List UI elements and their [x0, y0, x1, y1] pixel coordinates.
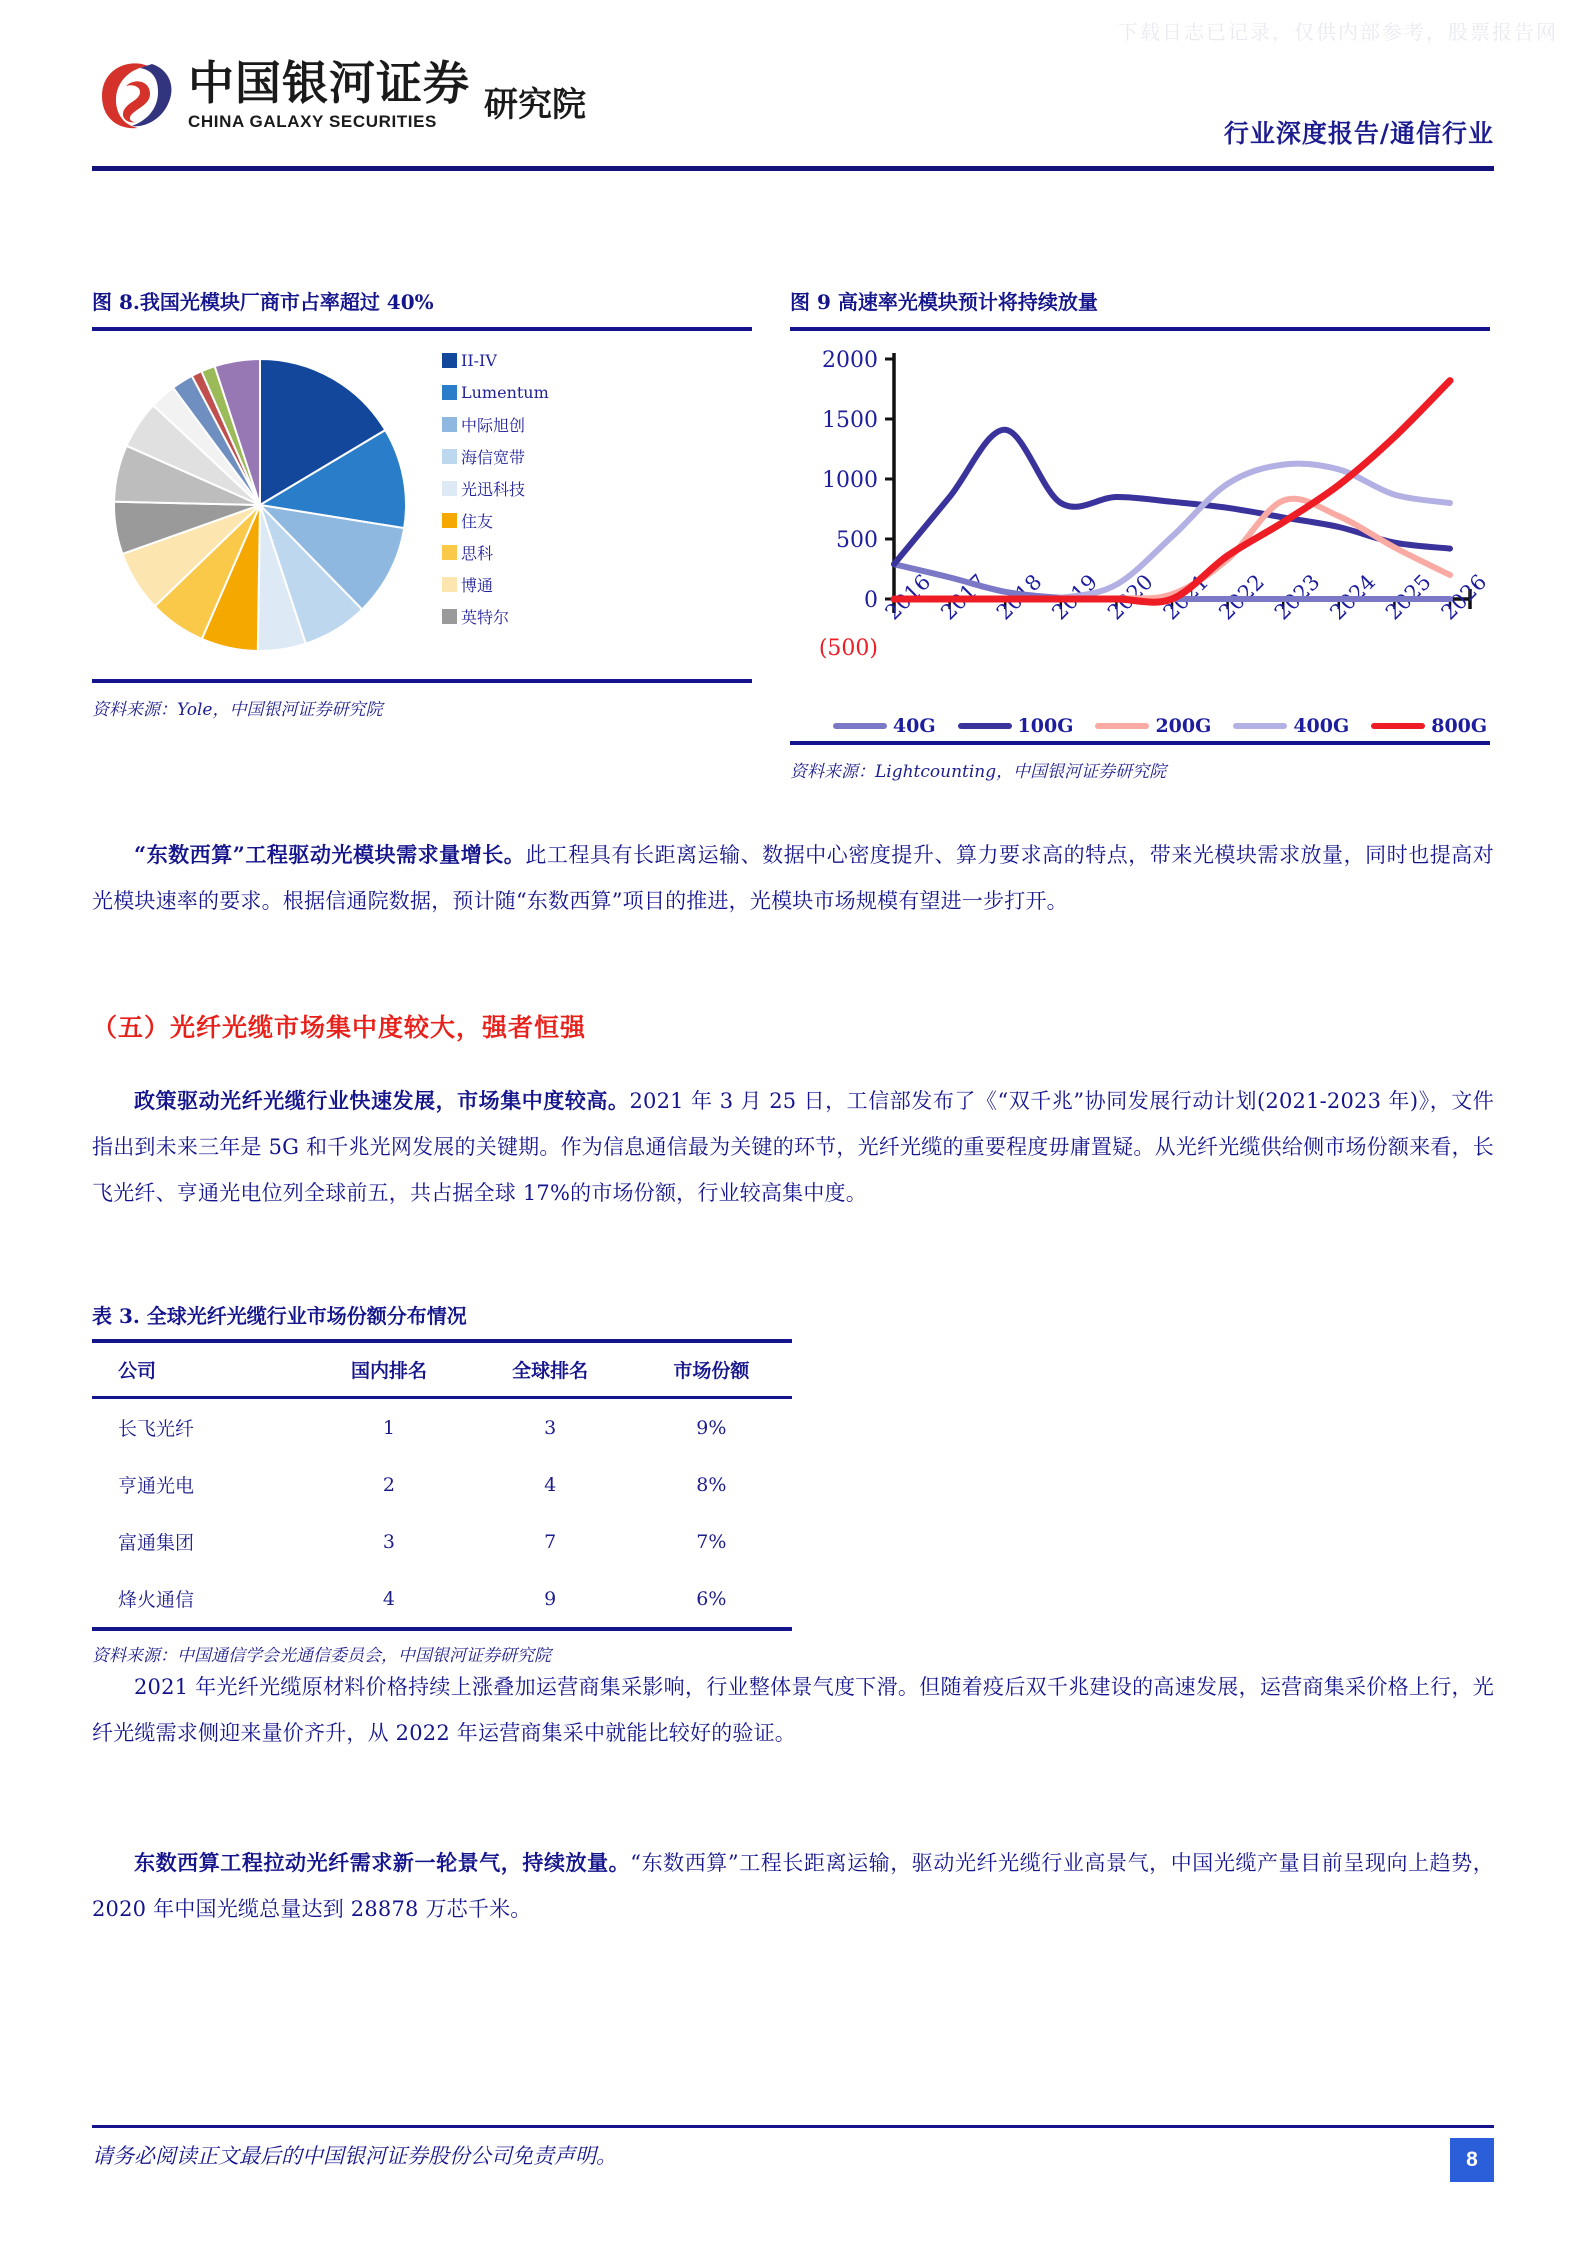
x-axis-tick-label: 2026 — [1436, 569, 1490, 625]
line-legend-item — [1233, 715, 1349, 737]
pie-legend-item — [442, 445, 549, 467]
x-axis-tick-label: 2021 — [1158, 569, 1214, 625]
table-body — [92, 1398, 792, 1628]
page-header — [92, 46, 1494, 166]
y-axis-tick-label: 2000 — [822, 348, 878, 373]
x-axis-tick-label: 2017 — [936, 569, 991, 625]
figure-9-bottom-rule — [790, 741, 1490, 745]
legend-swatch-icon — [442, 481, 457, 496]
table-cell: 长飞光纤 — [118, 1418, 195, 1440]
legend-swatch-icon — [442, 513, 457, 528]
table-row — [92, 1513, 792, 1570]
figure-9-title: 图 9 高速率光模块预计将持续放量 — [790, 290, 1098, 314]
pie-chart-area — [92, 349, 752, 679]
paragraph-2 — [92, 1078, 1494, 1216]
legend-line-icon — [1095, 723, 1149, 729]
line-legend-label: 40G — [892, 715, 936, 737]
line-series-800G — [894, 381, 1450, 603]
line-chart-area — [790, 341, 1490, 741]
column-header-company: 公司 — [92, 1341, 308, 1398]
pie-legend-item — [442, 477, 549, 499]
pie-legend-label: Lumentum — [461, 382, 549, 402]
paragraph-1 — [92, 832, 1494, 924]
legend-line-icon — [1233, 723, 1287, 729]
table-cell: 3 — [544, 1416, 557, 1439]
paragraph-2-body: 2021 年 3 月 25 日，工信部发布了《“双千兆”协同发展行动计划(2021-2023 年)》，文件指出到未来三年是 5G 和千兆光网发展的关键期。作为信息通信最为关键的环节，光纤光缆的重要程度毋庸置疑。从光纤光缆供给侧市场份额来看，长飞光纤、亨通光电位列全球前五，共占据全球 17%的市场份额，行业较高集中度。 — [92, 1089, 1494, 1205]
page-number-badge: 8 — [1450, 2138, 1494, 2182]
line-chart — [790, 341, 1490, 691]
column-header-market-share: 市场份额 — [631, 1341, 792, 1398]
pie-legend-item — [442, 381, 549, 403]
table-cell: 4 — [382, 1587, 395, 1610]
chart-axes — [894, 353, 1470, 613]
footer-divider — [92, 2125, 1494, 2128]
paragraph-2-lead: 政策驱动光纤光缆行业快速发展，市场集中度较高。 — [134, 1088, 630, 1113]
legend-swatch-icon — [442, 449, 457, 464]
table-3-title: 表 3. 全球光纤光缆行业市场份额分布情况 — [92, 1304, 467, 1328]
legend-swatch-icon — [442, 609, 457, 624]
paragraph-1-lead: “东数西算”工程驱动光模块需求量增长。 — [134, 842, 526, 867]
x-axis-tick-label: 2020 — [1102, 569, 1158, 625]
header-divider — [92, 166, 1494, 171]
brand-name-en: CHINA GALAXY SECURITIES — [188, 112, 437, 131]
table-cell: 4 — [544, 1473, 557, 1496]
market-share-table — [92, 1339, 792, 1627]
figure-8 — [92, 286, 752, 720]
column-header-domestic-rank: 国内排名 — [308, 1341, 469, 1398]
pie-legend-item — [442, 349, 549, 371]
table-cell: 6% — [696, 1587, 727, 1610]
figure-8-body — [92, 349, 752, 679]
pie-legend-label: 英特尔 — [461, 607, 510, 627]
pie-legend-item — [442, 541, 549, 563]
pie-chart-legend — [442, 349, 549, 627]
pie-legend-label: 思科 — [461, 543, 494, 563]
pie-legend-label: II-IV — [461, 350, 497, 370]
line-legend-label: 100G — [1017, 715, 1074, 737]
galaxy-logo-icon — [92, 56, 178, 132]
line-legend-item — [1371, 715, 1487, 737]
x-axis-tick-label: 2024 — [1325, 569, 1381, 625]
y-axis-negative-label: (500) — [818, 636, 878, 661]
table-cell: 8% — [696, 1473, 727, 1496]
table-cell: 7% — [696, 1530, 727, 1553]
table-header-row — [92, 1341, 792, 1398]
watermark-text: 下载日志已记录，仅供内部参考，股票报告网 — [1118, 22, 1558, 44]
pie-legend-label: 博通 — [461, 575, 494, 595]
table-cell: 2 — [382, 1473, 395, 1496]
table-cell: 9 — [544, 1587, 557, 1610]
legend-line-icon — [958, 723, 1012, 729]
line-legend-label: 400G — [1293, 715, 1350, 737]
legend-swatch-icon — [442, 577, 457, 592]
table-cell: 烽火通信 — [118, 1589, 195, 1611]
table-row — [92, 1398, 792, 1457]
x-axis-tick-label: 2019 — [1047, 569, 1103, 625]
table-3 — [92, 1300, 792, 1666]
x-axis-tick-label: 2016 — [880, 569, 936, 625]
line-legend-item — [833, 715, 936, 737]
footer-disclaimer: 请务必阅读正文最后的中国银河证券股份公司免责声明。 — [92, 2144, 617, 2168]
table-3-source: 资料来源：中国通信学会光通信委员会，中国银河证券研究院 — [92, 1646, 551, 1666]
pie-legend-label: 住友 — [461, 511, 494, 531]
figure-8-title: 图 8.我国光模块厂商市占率超过 40% — [92, 290, 434, 314]
report-type-label: 行业深度报告/通信行业 — [1223, 119, 1494, 148]
y-axis-tick-label: 500 — [836, 528, 878, 553]
line-legend-item — [1095, 715, 1211, 737]
table-cell: 富通集团 — [118, 1532, 195, 1554]
pie-legend-item — [442, 509, 549, 531]
x-axis-tick-label: 2023 — [1269, 569, 1325, 625]
pie-legend-label: 中际旭创 — [461, 415, 526, 435]
column-header-global-rank: 全球排名 — [470, 1341, 631, 1398]
figure-9 — [790, 286, 1490, 782]
legend-swatch-icon — [442, 385, 457, 400]
pie-legend-label: 光迅科技 — [461, 479, 526, 499]
pie-legend-item — [442, 413, 549, 435]
table-cell: 9% — [696, 1416, 727, 1439]
table-row — [92, 1456, 792, 1513]
figure-8-top-rule — [92, 327, 752, 331]
table-head — [92, 1341, 792, 1398]
figure-8-source: 资料来源：Yole，中国银河证券研究院 — [92, 700, 383, 720]
x-axis-tick-label: 2025 — [1380, 569, 1436, 625]
brand-logo — [92, 56, 586, 132]
brand-institute: 研究院 — [484, 85, 586, 125]
table-cell: 7 — [544, 1530, 557, 1553]
paragraph-3: 2021 年光纤光缆原材料价格持续上涨叠加运营商集采影响，行业整体景气度下滑。但随着疫后双千兆建设的高速发展，运营商集采价格上行，光纤光缆需求侧迎来量价齐升，从 2022 年运营商集采中就能比较好的验证。 — [92, 1675, 1494, 1745]
x-axis-tick-label: 2022 — [1214, 569, 1269, 625]
table-cell: 3 — [382, 1530, 395, 1553]
figure-9-source: 资料来源：Lightcounting，中国银河证券研究院 — [790, 762, 1167, 782]
legend-line-icon — [1371, 723, 1425, 729]
section-heading: （五）光纤光缆市场集中度较大，强者恒强 — [92, 1013, 587, 1042]
x-axis-tick-label: 2018 — [991, 569, 1047, 625]
line-series-100G — [894, 430, 1450, 564]
line-legend-label: 800G — [1431, 715, 1488, 737]
table-cell: 亨通光电 — [118, 1475, 195, 1497]
line-legend-label: 200G — [1155, 715, 1212, 737]
table-row — [92, 1570, 792, 1627]
pie-legend-item — [442, 605, 549, 627]
paragraph-4-lead: 东数西算工程拉动光纤需求新一轮景气，持续放量。 — [134, 1850, 631, 1875]
line-chart-legend — [810, 715, 1510, 737]
paragraph-4 — [92, 1840, 1494, 1932]
y-axis-tick-label: 1500 — [822, 408, 878, 433]
paragraph-4-body: “东数西算”工程长距离运输，驱动光纤光缆行业高景气，中国光缆产量目前呈现向上趋势，2020 年中国光缆总量达到 28878 万芯千米。 — [92, 1851, 1494, 1921]
paragraph-1-body: 此工程具有长距离运输、数据中心密度提升、算力要求高的特点，带来光模块需求放量，同时也提高对光模块速率的要求。根据信通院数据，预计随“东数西算”项目的推进，光模块市场规模有望进一步打开。 — [92, 843, 1494, 913]
pie-legend-item — [442, 573, 549, 595]
line-legend-item — [958, 715, 1074, 737]
y-axis-tick-label: 1000 — [822, 468, 878, 493]
table-bottom-rule — [92, 1627, 792, 1631]
table-cell: 1 — [382, 1416, 395, 1439]
legend-swatch-icon — [442, 353, 457, 368]
figure-8-bottom-rule — [92, 679, 752, 683]
legend-line-icon — [833, 723, 887, 729]
pie-chart — [110, 355, 410, 655]
figure-9-top-rule — [790, 327, 1490, 331]
y-axis-tick-label: 0 — [864, 588, 878, 613]
legend-swatch-icon — [442, 545, 457, 560]
brand-name-cn: 中国银河证券 — [188, 56, 470, 110]
pie-legend-label: 海信宽带 — [461, 447, 526, 467]
figure-9-body — [790, 341, 1490, 741]
legend-swatch-icon — [442, 417, 457, 432]
